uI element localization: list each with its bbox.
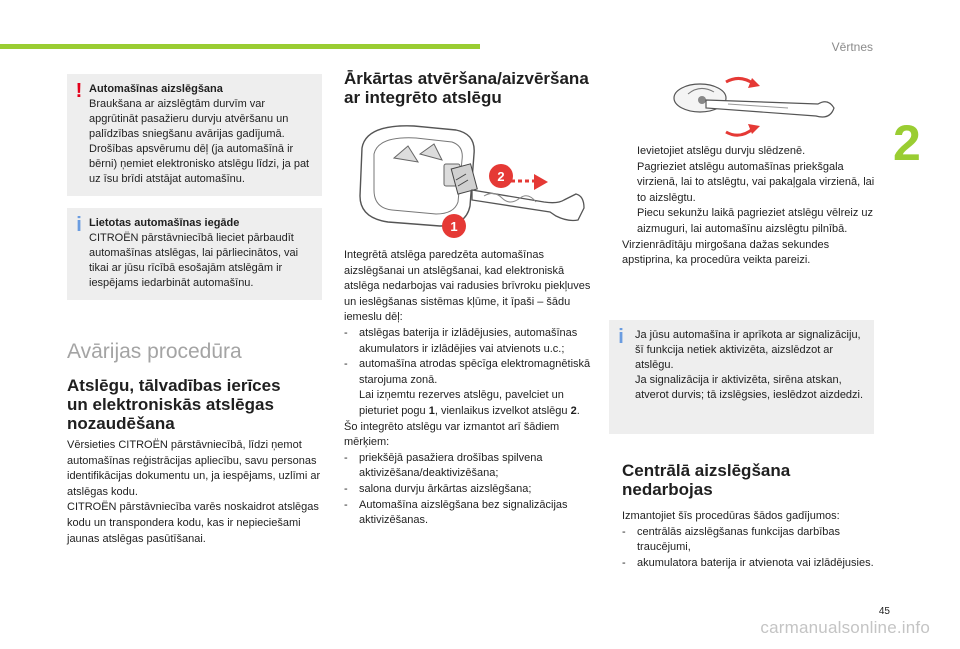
info-icon: i [618,326,624,348]
info-box-alarm [609,320,874,434]
lost-keys-text: Vērsieties CITROËN pārstāvniecībā, līdzi ņemot automašīnas reģistrācijas apliecību, savu personas identifikācijas dokumentu un, ja iespējams, uzlīmi ar atslēgas kodu. CITROËN pārstāvniecība varēs noskaidrot atslēgas kodu un transpondera kodu, kas ir nepieciešami jaunas atslēgas pasūtīšanai. [67,439,321,545]
callout-2-label: 2 [497,169,505,184]
key-fob-illustration [344,118,604,236]
warning-text: Braukšana ar aizslēgtām durvīm var apgrūtināt pasažieru durvju atvēršanu un palīdzības sniegšanu avārijas gadījumā. Drošības apsvērumu dēļ (ja automašīnā ir bērni) ņemiet elektronisko atslēgu līdzi, ja pat uz īsu brīdi atstājat automašīnu. [89,98,310,185]
info-title: Lietotas automašīnas iegāde [89,217,240,229]
top-accent-bar [0,44,480,49]
warning-icon: ! [75,80,83,102]
central-lock-text: Izmantojiet šīs procedūras šādos gadījumos: - centrālās aizslēgšanas funkcijas darbības traucējumi, - akumulatora baterija ir atvienota vai izlādējusies. [622,510,874,569]
callout-1-label: 1 [450,219,458,234]
door-key-steps: Ievietojiet atslēgu durvju slēdzenē. Pagrieziet atslēgu automašīnas priekšgala virzienā, lai to atslēgtu, vai pakaļgala virzienā, lai to aizslēgtu. Piecu sekunžu laikā pagrieziet atslēgu vēlreiz uz aizmuguri, lai automašīnu aizslēgtu pilnībā. Virzienrādītāju mirgošana dažas sekundes apstiprina, ka procedūra veikta pareizi. [622,145,875,267]
page-number: 45 [878,606,890,617]
integrated-key-heading: Ārkārtas atvēršana/aizvēršana ar integrēto atslēgu [344,69,589,107]
warning-box [67,74,322,196]
integrated-key-text: Integrētā atslēga paredzēta automašīnas aizslēgšanai un atslēgšanai, kad elektroniskā atslēga nedarbojas vai radusies brīvroku piekļuves un ieslēgšanas sistēmas kļūme, it īpaši – šādu iemeslu dēļ: - atslēgas baterija ir izlādējusies, automašīnas akumulators ir izlādējies vai atvienots u.c.; - automašīna atrodas spēcīga elektromagnētiskā starojuma zonā. Lai izņemtu rezerves atslēgu, pavelciet un pieturiet pogu 1, vienlaikus izvelkot atslēgu 2. Šo integrēto atslēgu var izmantot arī šādiem mērķiem: - priekšējā pasažiera drošības spilvena aktivizēšana/deaktivizēšana; - salona durvju ārkārtas aizslēgšana; - Automašīna aizslēgšana bez signalizācijas aktivizēšanas. [344,249,591,527]
emergency-heading: Avārijas procedūra [67,340,242,363]
pull-direction-arrow [502,172,550,194]
info-box-used-car [67,208,322,300]
info-text: CITROËN pārstāvniecībā lieciet pārbaudīt automašīnas atslēgas, lai pārliecinātos, vai tikai ar jūsu rīcībā esošajām atslēgām ir iespējams iedarbināt automašīnu. [89,232,299,289]
warning-title: Automašīnas aizslēgšana [89,83,223,95]
watermark: carmanualsonline.info [760,618,930,637]
door-lock-key-illustration [668,74,840,142]
alarm-info-text-2: Ja signalizācija ir aktivizēta, sirēna atskan, atverot durvis; tā izslēgsies, ieslēdzot aizdedzi. [635,374,864,401]
central-lock-heading: Centrālā aizslēgšana nedarbojas [622,461,791,499]
lost-keys-heading: Atslēgu, tālvadības ierīces un elektroniskās atslēgas nozaudēšana [67,376,281,433]
chapter-number: 2 [893,115,921,171]
callout-1-badge [440,212,468,240]
info-icon: i [76,214,82,236]
section-label: Vērtnes [831,40,873,54]
alarm-info-text: Ja jūsu automašīna ir aprīkota ar signalizāciju, šī funkcija netiek aktivizēta, aizslēdzot ar atslēgu. [635,329,861,371]
